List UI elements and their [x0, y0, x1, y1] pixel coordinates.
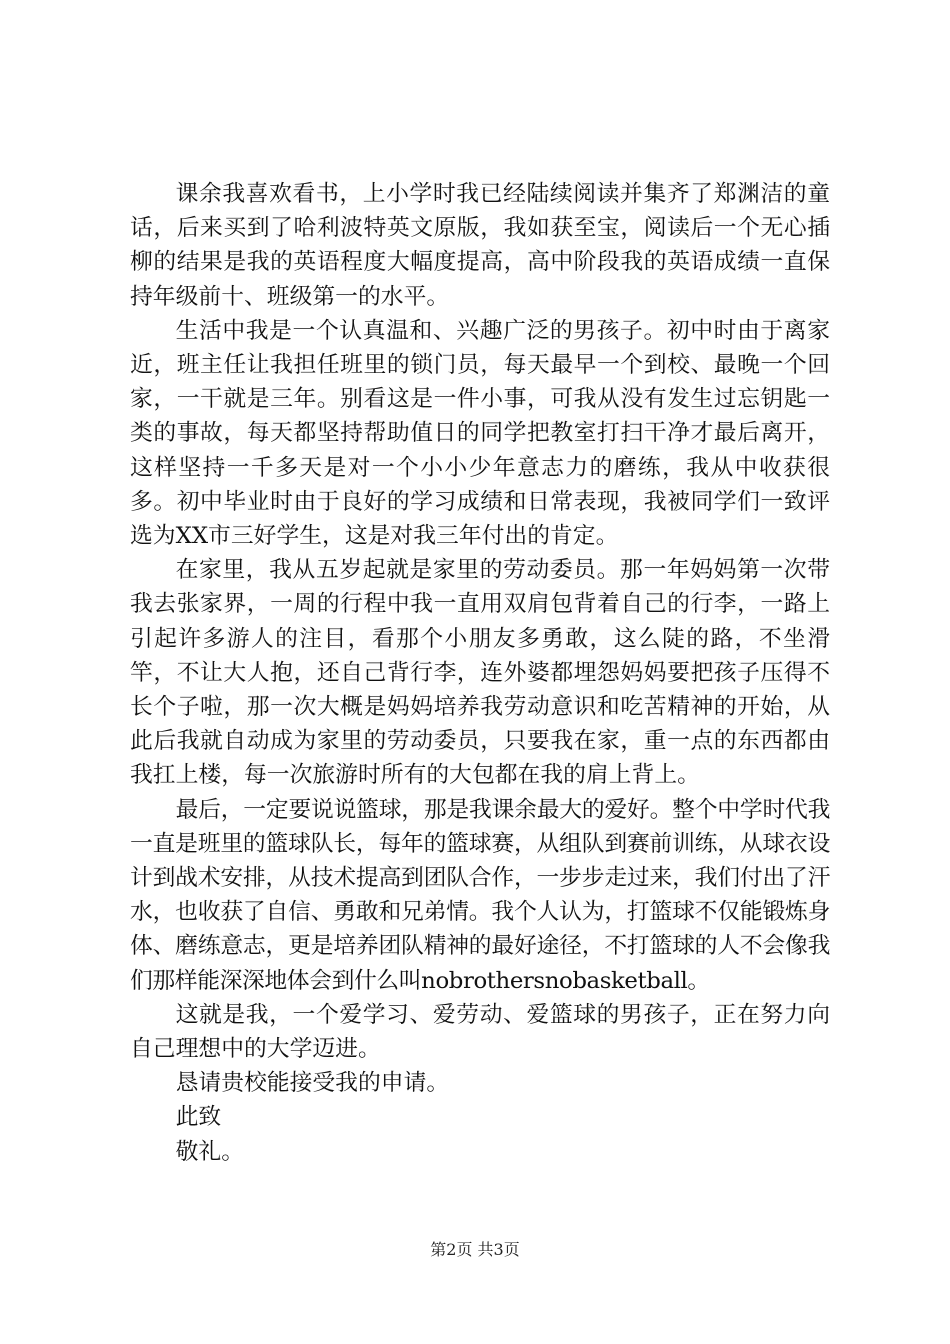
closing-regards: 敬礼。: [175, 1138, 244, 1165]
closing-request: 恳请贵校能接受我的申请。: [175, 1070, 450, 1097]
closing-salutation: 此致: [175, 1104, 222, 1131]
paragraph-basketball: 最后，一定要说说篮球，那是我课余最大的爱好。整个中学时代我一直是班里的篮球队长，每年的篮球赛，从组队到赛前训练，从球衣设计到战术安排，从技术提高到团队合作，一步步走过来，我们付出了汗水，也收获了自信、勇敢和兄弟情。我个人认为，打篮球不仅能锻炼身体、磨练意志，更是培养团队精神的最好途径，不打篮球的人不会像我们那样能深深地体会到什么叫nobrothersnobasketball。: [130, 796, 830, 994]
page-number-footer: 第2页 共3页: [430, 1240, 520, 1259]
paragraph-reading: 课余我喜欢看书，上小学时我已经陆续阅读并集齐了郑渊洁的童话，后来买到了哈利波特英文原版，我如获至宝，阅读后一个无心插柳的结果是我的英语程度大幅度提高，高中阶段我的英语成绩一直保持年级前十、班级第一的水平。: [130, 181, 830, 310]
paragraph-summary: 这就是我，一个爱学习、爱劳动、爱篮球的男孩子，正在努力向自己理想中的大学迈进。: [130, 1001, 830, 1063]
paragraph-home-labor: 在家里，我从五岁起就是家里的劳动委员。那一年妈妈第一次带我去张家界，一周的行程中我一直用双肩包背着自己的行李，一路上引起许多游人的注目，看那个小朋友多勇敢，这么陡的路，不坐滑竿，不让大人抱，还自己背行李，连外婆都埋怨妈妈要把孩子压得不长个子啦，那一次大概是妈妈培养我劳动意识和吃苦精神的开始，从此后我就自动成为家里的劳动委员，只要我在家，重一点的东西都由我扛上楼，每一次旅游时所有的大包都在我的肩上背上。: [130, 557, 830, 789]
letter-body: [130, 177, 830, 1169]
paragraph-daily-life: 生活中我是一个认真温和、兴趣广泛的男孩子。初中时由于离家近，班主任让我担任班里的锁门员，每天最早一个到校、最晚一个回家，一干就是三年。别看这是一件小事，可我从没有发生过忘钥匙一类的事故，每天都坚持帮助值日的同学把教室打扫干净才最后离开，这样坚持一千多天是对一个小小少年意志力的磨练，我从中收获很多。初中毕业时由于良好的学习成绩和日常表现，我被同学们一致评选为XX市三好学生，这是对我三年付出的肯定。: [130, 317, 830, 550]
